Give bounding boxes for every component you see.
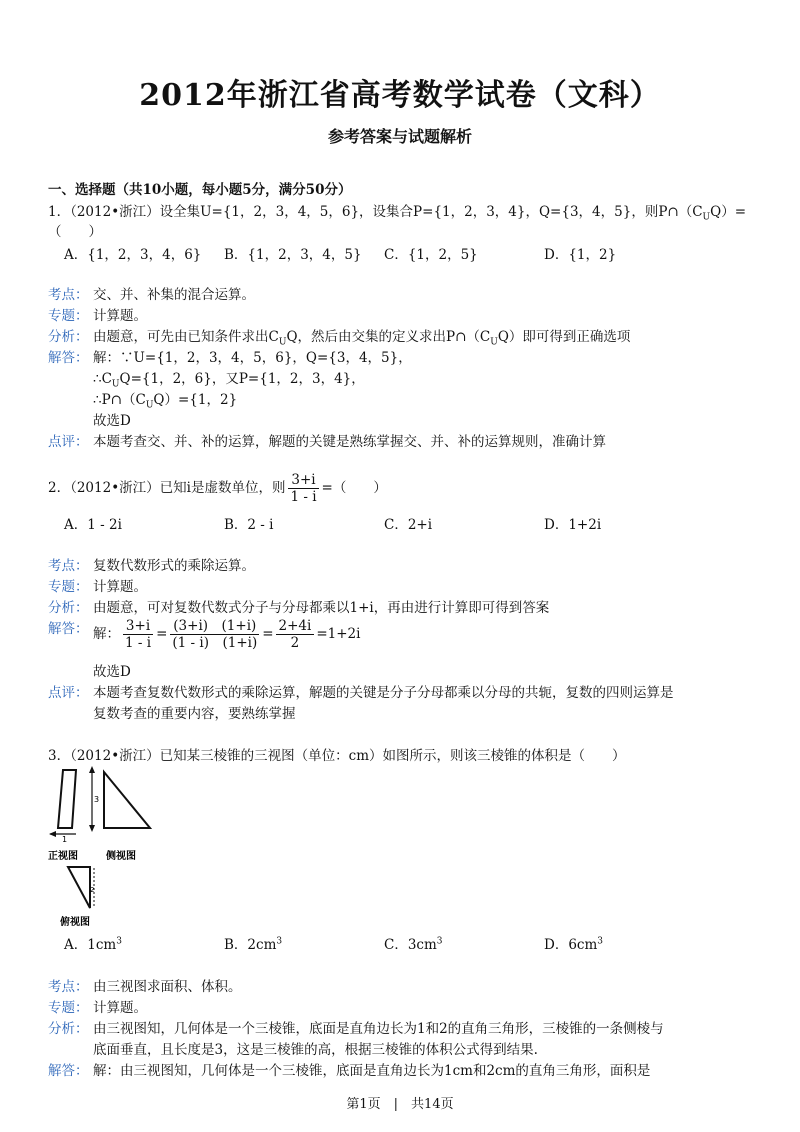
q2-jieda-2: 故选D <box>93 664 131 680</box>
fig-label-1: 1 <box>62 835 68 844</box>
q2-zhuanti: 计算题。 <box>93 579 147 595</box>
q3-zhuanti: 计算题。 <box>93 1000 147 1016</box>
q3-three-views-figure <box>46 762 166 932</box>
q1-jieda-3: $\therefore P\cap(C_UQ)=\{1$，2} <box>93 392 238 411</box>
q3-stem: 3．（2012•浙江）已知某三棱锥的三视图（单位：cm）如图所示，则该三棱锥的体积是（ ） <box>48 748 626 764</box>
q2-option-d: D．1+2i <box>544 517 602 533</box>
q1-stem-line2: （ ） <box>48 224 102 240</box>
q1-stem: 1．（2012•浙江）设全集U={1，2，3，4，5，6}，设集合P={1，2，3，4}，Q={3，4，5}，则$P\cap(C_UQ)=$ <box>48 204 747 223</box>
page-title: 2012年浙江省高考数学试卷（文科） <box>139 78 661 113</box>
side-view-shape <box>104 772 150 828</box>
q2-stem: 2．（2012•浙江）已知i是虚数单位，则 $\frac{3+i}{1 - i}$ =（ ） <box>48 472 387 505</box>
q1-option-c: C．{1，2，5} <box>384 247 478 263</box>
q3-option-a: A．$1cm^3$ <box>64 936 122 953</box>
q2-kaodian: 复数代数形式的乘除运算。 <box>93 558 255 574</box>
q1-dianping: 本题考查交、并、补的运算，解题的关键是熟练掌握交、并、补的运算规则，准确计算 <box>93 434 606 450</box>
q3-kaodian: 由三视图求面积、体积。 <box>93 979 242 995</box>
q1-option-a: A．{1，2，3，4，6} <box>64 247 202 263</box>
q2-option-a: A．1 - 2i <box>64 517 122 533</box>
q3-option-b: B．$2cm^3$ <box>224 936 283 953</box>
q2-label-kaodian: 考点： <box>48 558 89 574</box>
q3-fenxi-2: 底面垂直，且长度是3，这是三棱锥的高，根据三棱锥的体积公式得到结果. <box>93 1042 538 1058</box>
q2-option-b: B．2 - i <box>224 517 274 533</box>
q1-kaodian: 交、并、补集的混合运算。 <box>93 287 255 303</box>
q2-dianping-1: 本题考查复数代数形式的乘除运算，解题的关键是分子分母都乘以分母的共轭，复数的四则运算是 <box>93 685 674 701</box>
q1-label-zhuanti: 专题： <box>48 308 89 324</box>
q2-label-dianping: 点评： <box>48 685 89 701</box>
q2-jieda-formula: 解： $\frac{3+i}{1 - i}$ = $\frac{(3+i) (1+i)}{(1 - i) (1+i)}$ = $\frac{2+4i}{2}$ =1+2i <box>93 618 361 651</box>
fig-label-2: 2 <box>90 886 95 894</box>
q1-jieda-1: 解：∵U={1，2，3，4，5，6}，Q={3，4，5}， <box>93 350 412 366</box>
q1-label-kaodian: 考点： <box>48 287 89 303</box>
top-view-shape <box>68 867 90 908</box>
q2-option-c: C．2+i <box>384 517 433 533</box>
q1-jieda-2: $\therefore C_UQ=\{1$，2，6}，又P={1，2，3，4}， <box>93 371 365 390</box>
q3-jieda: 解：由三视图知，几何体是一个三棱锥，底面是直角边长为1cm和2cm的直角三角形，面积是 <box>93 1063 651 1079</box>
front-view-shape <box>58 770 76 828</box>
page-subtitle: 参考答案与试题解析 <box>327 127 472 146</box>
q3-option-d: D．$6cm^3$ <box>544 936 604 953</box>
q3-label-kaodian: 考点： <box>48 979 89 995</box>
q3-label-fenxi: 分析： <box>48 1021 89 1037</box>
q1-label-fenxi: 分析： <box>48 329 89 345</box>
q3-option-c: C．$3cm^3$ <box>384 936 443 953</box>
fig-side-label: 侧视图 <box>106 851 136 862</box>
q3-label-jieda: 解答： <box>48 1063 89 1079</box>
fig-label-3: 3 <box>94 795 100 804</box>
fig-top-label: 俯视图 <box>60 917 90 928</box>
q1-jieda-4: 故选D <box>93 413 131 429</box>
q2-fenxi: 由题意，可对复数代数式分子与分母都乘以1+i，再由进行计算即可得到答案 <box>93 600 550 616</box>
q3-label-zhuanti: 专题： <box>48 1000 89 1016</box>
q3-fenxi-1: 由三视图知，几何体是一个三棱锥，底面是直角边长为1和2的直角三角形，三棱锥的一条侧棱与 <box>93 1021 664 1037</box>
q1-zhuanti: 计算题。 <box>93 308 147 324</box>
q1-label-jieda: 解答： <box>48 350 89 366</box>
q2-label-jieda: 解答： <box>48 621 89 637</box>
q2-dianping-2: 复数考查的重要内容，要熟练掌握 <box>93 706 296 722</box>
q1-fenxi: 由题意，可先由已知条件求出$C_UQ$，然后由交集的定义求出$P\cap(C_UQ)$即可得到正确选项 <box>93 329 631 348</box>
fig-front-label: 正视图 <box>48 851 78 862</box>
page-footer: 第1页 | 共14页 <box>346 1097 454 1112</box>
q2-label-fenxi: 分析： <box>48 600 89 616</box>
q2-label-zhuanti: 专题： <box>48 579 89 595</box>
q1-option-b: B．{1，2，3，4，5} <box>224 247 362 263</box>
q1-option-d: D．{1，2} <box>544 247 617 263</box>
q2-fraction: $\frac{3+i}{1 - i}$ <box>287 472 319 505</box>
q1-label-dianping: 点评： <box>48 434 89 450</box>
section-heading: 一、选择题（共10小题，每小题5分，满分50分） <box>48 182 352 198</box>
